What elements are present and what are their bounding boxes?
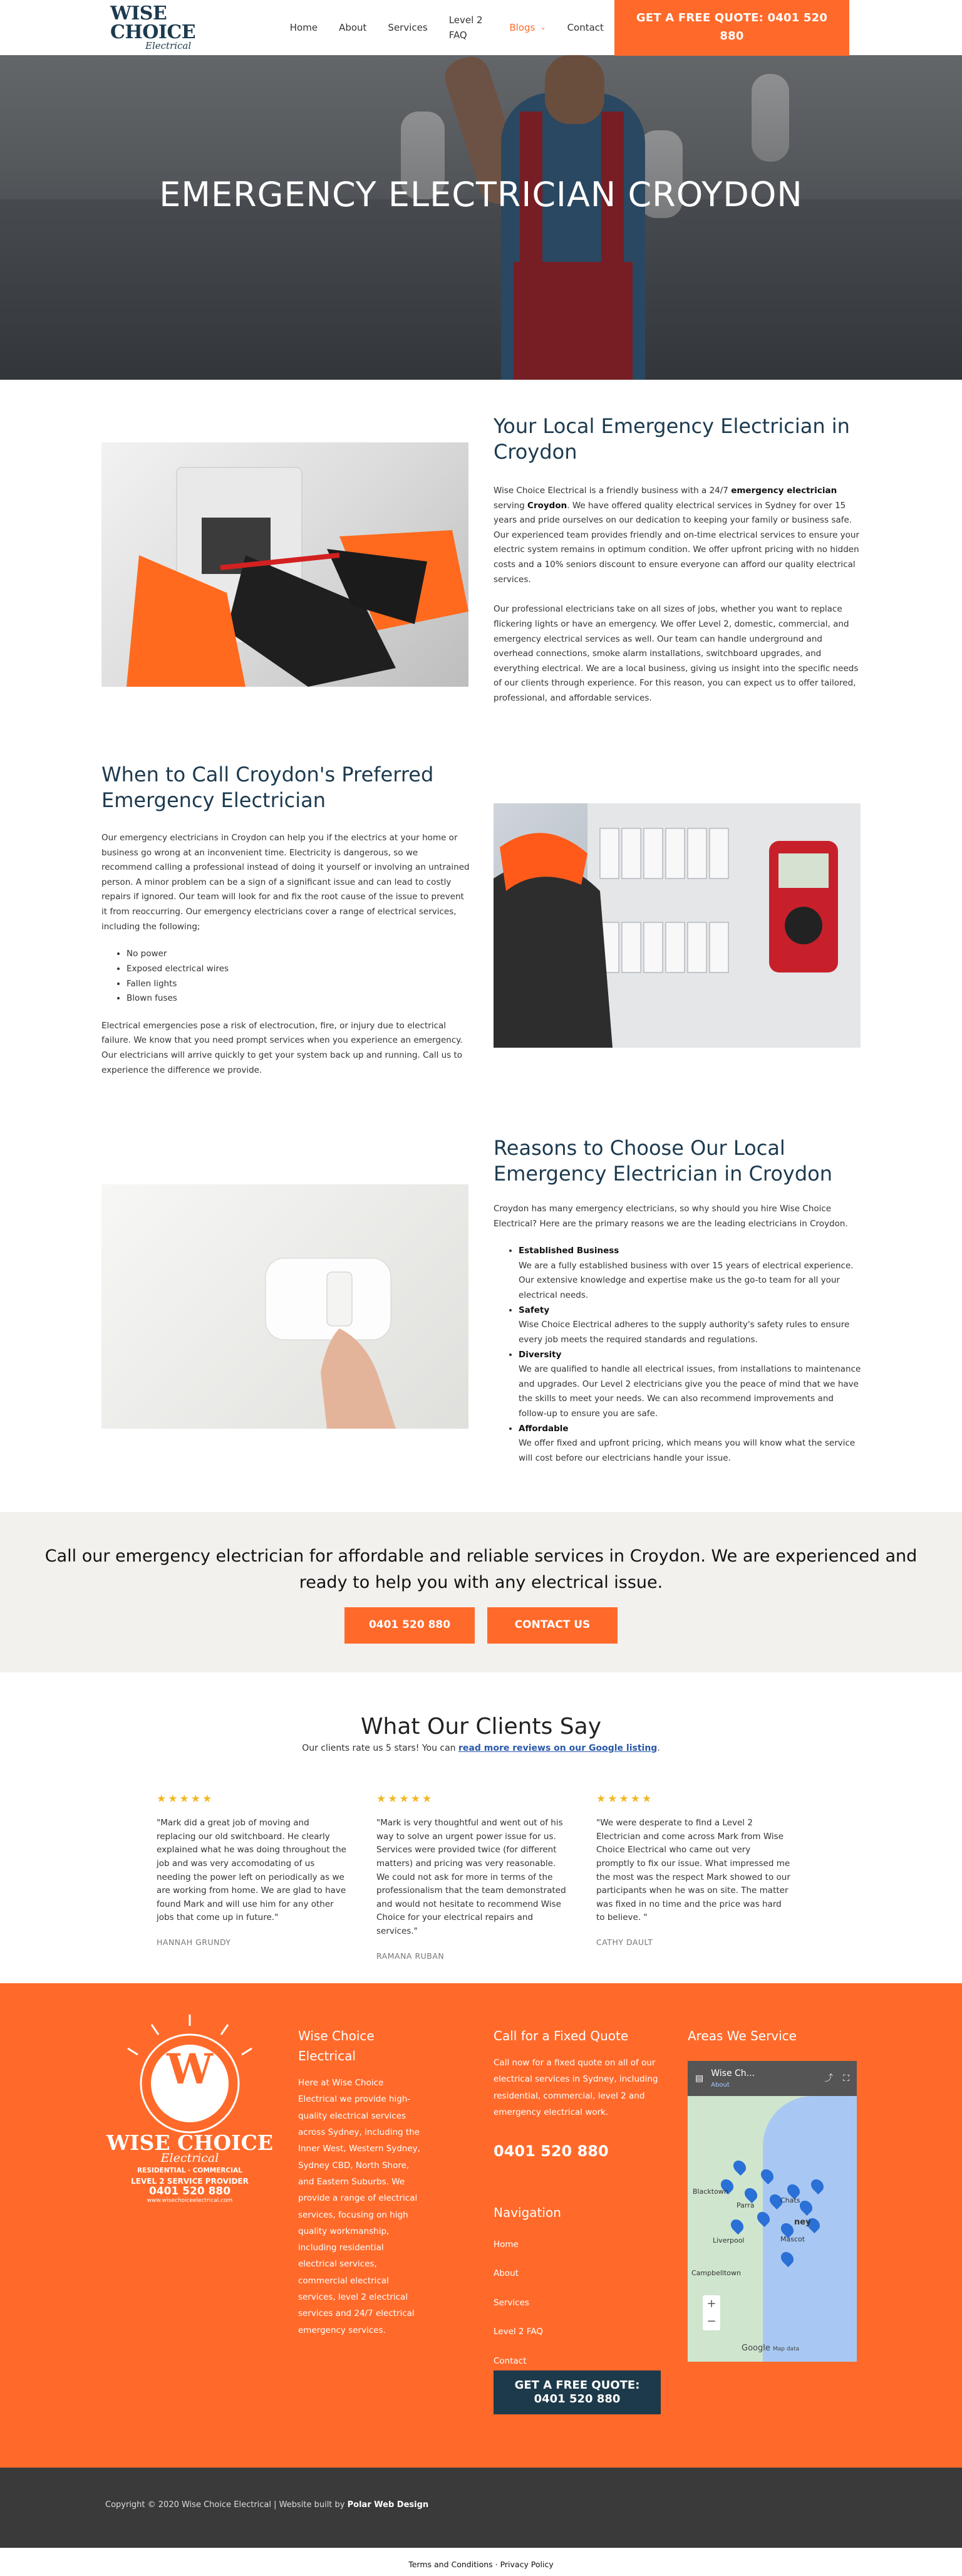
call-to-action-band [0,1512,962,1672]
map-label: ney [794,2218,811,2227]
footer-nav-contact[interactable]: Contact [494,2356,527,2367]
footer-quote-title: Call for a Fixed Quote [494,2028,629,2043]
testimonials-title: What Our Clients Say [360,1714,602,1739]
section3-intro: Croydon has many emergency electricians, so why should you hire Wise Choice Electrical? Here are the primary reasons we are the leading electricians in Croydon. [494,1203,848,1229]
map-business-name: Wise Ch... About [711,2067,755,2090]
footer-about-column [298,2026,423,2339]
section1-paragraph2: Our professional electricians take on all sizes of jobs, whether you want to replace flickering lights or have an emergency. We offer Level 2, domestic, commercial, and emergency electrical services as well. Our team can handle underground and overhead connections, smoke alarm installations, switchboard upgrades, and everything electrical. We are a local business, giving us insight into the specific needs of our clients through experience. For this reason, you can expect us to offer tailored, professional, and affordable services. [494,604,859,704]
footer-quote-button[interactable] [494,2370,661,2414]
testimonial-card [596,1791,790,1949]
reasons-list [494,1244,863,1466]
share-icon[interactable]: ⤴ [824,2073,834,2083]
map-pin-icon[interactable] [728,2217,746,2234]
nav-about[interactable]: About [339,22,367,33]
footer-phone[interactable]: 0401 520 880 [494,2142,609,2161]
header-quote-button[interactable]: GET A FREE QUOTE: 0401 520 880 [614,0,849,56]
electrician-repair-image [101,442,468,687]
testimonial-card [157,1791,351,1949]
testimonial-card [376,1791,571,1963]
copyright-text: Copyright © 2020 Wise Choice Electrical | Website built by Polar Web Design [105,2500,429,2510]
logo-sub-text: Electrical [145,40,192,51]
list-item: • No power [127,947,471,962]
footer-quote-button-line2: 0401 520 880 [534,2392,621,2406]
star-rating: ★★★★★ [596,1793,654,1805]
site-footer [0,1983,962,2468]
chevron-down-icon: ⌄ [540,23,546,32]
footer-nav-services[interactable]: Services [494,2297,529,2308]
seal-web: www.wisechoiceelectrical.com [147,2198,233,2204]
star-rating: ★★★★★ [376,1793,434,1805]
cta-phone-button[interactable]: 0401 520 880 [344,1607,475,1644]
nav-blogs[interactable] [499,13,556,43]
section1-paragraph1: Wise Choice Electrical is a friendly business with a 24/7 emergency electrician serving Croydon. We have offered quality electrical services in Sydney for over 15 years and pride ourselves on our dedication to keeping your family or business safe. Our experienced team provides friendly and on-time electrical services to ensure your electric system remains in optimum condition. We offer upfront pricing with no hidden costs and a 10% seniors discount to ensure everyone can afford our quality electrical services. [494,485,860,585]
footer-nav-home[interactable]: Home [494,2239,519,2250]
testimonial-quote: "Mark did a great job of moving and replacing our old switchboard. He clearly explained what he was doing throughout the job and was very accomodating of us needing the power left on periodically as we are working from home. We are glad to have found Mark and will use him for any other jobs that come up in future." [157,1818,346,1923]
list-item: • Exposed electrical wires [127,962,471,977]
map-label: Chats [780,2196,800,2204]
map-pin-icon[interactable] [731,2158,748,2176]
footer-areas-title: Areas We Service [688,2028,797,2043]
list-item: • Fallen lights [127,977,471,992]
map-google-attribution: Google Map data [742,2344,800,2354]
section2-list [101,947,471,1006]
star-rating: ★★★★★ [157,1793,214,1805]
footer-about-title: Wise Choice Electrical [298,2028,375,2063]
site-logo[interactable] [110,3,220,51]
footer-nav-title: Navigation [494,2204,561,2220]
nav-blogs-label: Blogs [509,22,535,33]
testimonials-subtitle: Our clients rate us 5 stars! You can read more reviews on our Google listing. [302,1743,660,1753]
footer-nav [494,2238,663,2369]
seal-phone: 0401 520 880 [148,2185,231,2198]
testimonial-author: RAMANA RUBAN [376,1951,445,1961]
logo-main-text: WISE CHOICE [110,3,196,43]
footer-quote-column [494,2026,663,2369]
map-label: Mascot [780,2235,805,2243]
footer-logo-seal [105,2013,274,2204]
legal-links: Terms and Conditions · Privacy Policy [408,2560,554,2569]
list-item: • Diversity We are qualified to handle all electrical issues, from installations to maintenance and upgrades. Our Level 2 electricians give you the peace of mind that we have the skills to meet your needs. We can also recommend improvements and follow-up to ensure you are safe. [519,1348,863,1422]
map-zoom-controls[interactable]: + − [703,2295,720,2330]
footer-nav-about[interactable]: About [494,2268,519,2279]
cta-text: Call our emergency electrician for affordable and reliable services in Croydon. We are experienced and ready to help you with any electrical issue. [44,1546,918,1592]
list-item: • Established Business We are a fully established business with over 15 years of electrical experience. Our extensive knowledge and expertise make us the go-to team for all your electrical needs. [519,1244,863,1303]
map-header [688,2061,857,2096]
hero-banner [0,55,962,380]
seal-level: LEVEL 2 SERVICE PROVIDER [131,2177,249,2186]
cta-contact-button[interactable]: CONTACT US [487,1607,618,1644]
testimonial-author: CATHY DAULT [596,1937,653,1947]
footer-areas-column [688,2026,797,2055]
seal-name: WISE CHOICE [106,2130,273,2155]
map-label: Parra [737,2201,755,2209]
main-nav [279,13,614,43]
fullscreen-icon[interactable]: ⛶ [843,2073,849,2083]
map-label: Liverpool [713,2236,745,2245]
section2-paragraph2: Electrical emergencies pose a risk of electrocution, fire, or injury due to electrical failure. We know that you need prompt services when you experience an emergency. Our electricians will arrive quickly to get your system back up and running. Call us to experience the difference we provide. [101,1020,463,1075]
footer-quote-text: Call now for a fixed quote on all of our electrical services in Sydney, including residential, commercial, level 2 and emergency electrical work. [494,2058,658,2117]
seal-arc: RESIDENTIAL · COMMERCIAL [137,2167,242,2174]
testimonial-quote: "We were desperate to find a Level 2 Electrician and come across Mark from Wise Choice Electrical who came out very promptly to fix our issue. What impressed me the most was the respect Mark showed to our participants when he was on site. The matter was fixed in no time and the price was hard to believe. " [596,1818,790,1923]
web-designer-link[interactable]: Polar Web Design [347,2500,429,2510]
terms-link[interactable]: Terms and Conditions [408,2560,493,2569]
privacy-link[interactable]: Privacy Policy [500,2560,554,2569]
hero-title: EMERGENCY ELECTRICIAN CROYDON [159,175,803,214]
testimonial-author: HANNAH GRUNDY [157,1937,231,1947]
site-header [0,0,962,55]
section2-title: When to Call Croydon's Preferred Emergency Electrician [101,763,434,812]
footer-nav-level2-faq[interactable]: Level 2 FAQ [494,2327,543,2337]
nav-services[interactable]: Services [388,22,428,33]
seal-sub: Electrical [160,2151,219,2165]
nav-contact[interactable]: Contact [567,22,604,33]
service-area-map[interactable] [688,2061,857,2362]
section3-title: Reasons to Choose Our Local Emergency Electrician in Croydon [494,1136,833,1186]
map-sidebar-icon[interactable]: ▤ [695,2073,704,2083]
list-item: • Affordable We offer fixed and upfront pricing, which means you will know what the service will cost before our electricians handle your issue. [519,1422,863,1466]
footer-about-text: Here at Wise Choice Electrical we provide high-quality electrical services across Sydney, including the Inner West, Western Sydney, Sydney CBD, North Shore, and Eastern Suburbs. We provide a range of electrical services, focusing on high quality workmanship, including residential electrical services, commercial electrical services, level 2 electrical services and 24/7 electrical emergency services. [298,2078,420,2335]
map-about-link[interactable]: About [711,2082,730,2089]
nav-home[interactable]: Home [289,22,318,33]
list-item: • Blown fuses [127,991,471,1006]
footer-quote-button-line1: GET A FREE QUOTE: [514,2379,640,2392]
section2-paragraph1: Our emergency electricians in Croydon can help you if the electrics at your home or business go wrong at an inconvenient time. Electricity is dangerous, so we recommend calling a professional instead of doing it yourself or involving an untrained person. A minor problem can be a sign of a significant issue and can lead to costly repairs if ignored. Our team will look for and fix the root cause of the issue to prevent it from reoccurring. Our emergency electricians cover a range of electrical services, including the following; [101,832,470,932]
map-label: Blacktown [693,2188,728,2196]
section1-title: Your Local Emergency Electrician in Croydon [494,414,850,464]
light-switch-image [101,1184,468,1429]
seal-letter: W [166,2045,214,2094]
list-item: • Safety Wise Choice Electrical adheres to the supply authority's safety rules to ensure every job meets the required standards and regulations. [519,1303,863,1348]
google-reviews-link[interactable]: read more reviews on our Google listing [458,1743,658,1753]
testimonial-quote: "Mark is very thoughtful and went out of his way to solve an urgent power issue for us. Services were provided twice (for different matters) and pricing was very reasonable. We could not ask for more in terms of the professionalism that the team demonstrated and would not hesitate to recommend Wise Choice for your electrical repairs and services." [376,1818,566,1936]
switchboard-multimeter-image [494,803,861,1048]
map-label: Campbelltown [691,2269,741,2277]
copyright-bar [0,2468,962,2548]
nav-level2-faq[interactable]: Level 2 FAQ [448,14,483,41]
